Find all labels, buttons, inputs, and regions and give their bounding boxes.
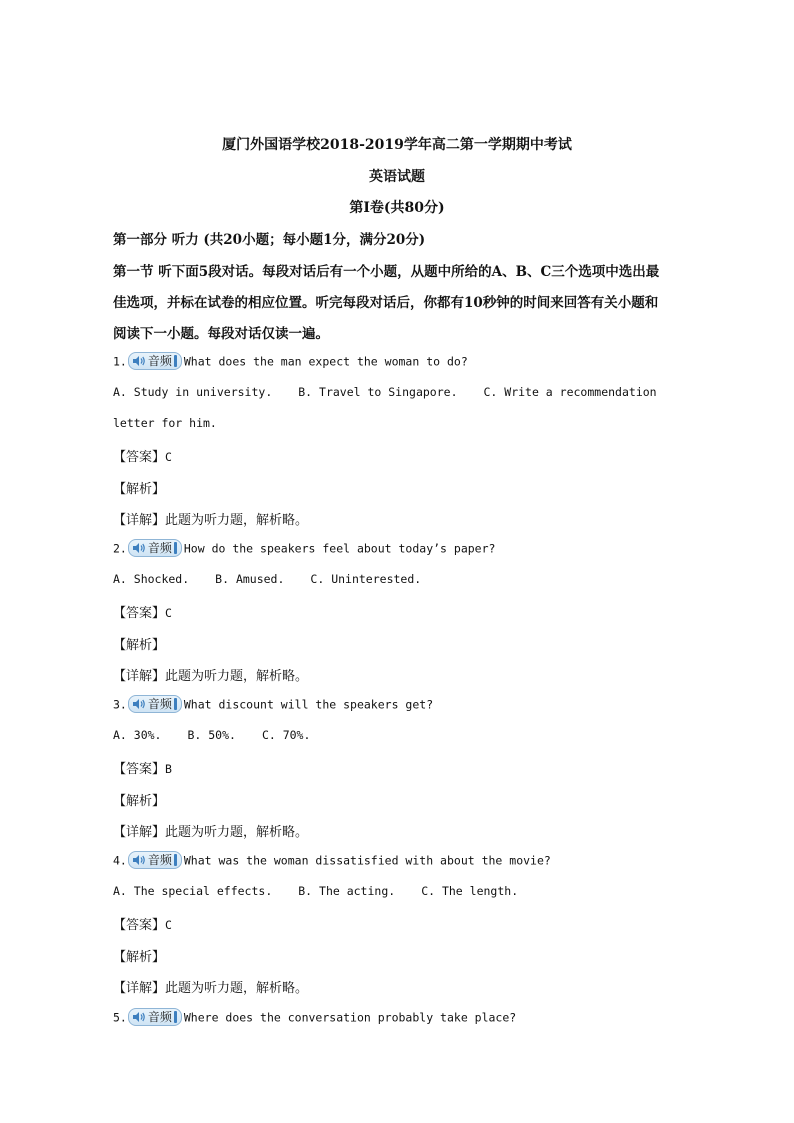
question-3-analysis-label: 【解析】: [113, 794, 166, 809]
option-c: C. The length.: [421, 884, 519, 898]
audio-button[interactable]: [128, 1008, 182, 1026]
question-3-options: [113, 728, 310, 742]
speaker-icon: [132, 854, 146, 866]
question-1: [113, 353, 468, 371]
detail-label: 【详解】: [113, 669, 166, 684]
detail-text: 此题为听力题，解析略。: [165, 513, 309, 528]
option-b: B. Travel to Singapore.: [298, 385, 458, 399]
detail-text: 此题为听力题，解析略。: [165, 825, 309, 840]
answer-value: C: [165, 606, 172, 620]
option-c: C. Uninterested.: [310, 572, 422, 586]
question-2-detail: [113, 665, 308, 684]
audio-label: 音频: [147, 1010, 172, 1024]
question-1-answer: [113, 446, 172, 465]
question-2: [113, 540, 495, 558]
question-number: 5.: [113, 1010, 127, 1025]
question-number: 2.: [113, 541, 127, 556]
option-b: B. Amused.: [215, 572, 285, 586]
answer-label: 【答案】: [113, 918, 166, 933]
speaker-icon: [132, 698, 146, 710]
question-text: What was the woman dissatisfied with about the movie?: [183, 853, 551, 868]
question-1-analysis-label: 【解析】: [113, 482, 166, 497]
question-1-detail: [113, 509, 308, 528]
question-4-analysis-label: 【解析】: [113, 950, 166, 965]
question-5: [113, 1009, 516, 1027]
audio-button[interactable]: [128, 695, 182, 713]
question-4-answer: [113, 914, 172, 933]
audio-end-icon: [174, 542, 177, 554]
detail-text: 此题为听力题，解析略。: [165, 981, 309, 996]
speaker-icon: [132, 1011, 146, 1023]
answer-value: B: [165, 762, 172, 776]
answer-value: C: [165, 450, 172, 464]
speaker-icon: [132, 542, 146, 554]
answer-label: 【答案】: [113, 606, 166, 621]
part-heading: 第一部分 听力 (共20小题；每小题1分，满分20分): [113, 232, 426, 248]
question-2-options: [113, 572, 421, 586]
option-a: A. 30%.: [113, 728, 162, 742]
subject-title: 英语试题: [369, 169, 425, 185]
audio-end-icon: [174, 698, 177, 710]
audio-button[interactable]: [128, 352, 182, 370]
answer-label: 【答案】: [113, 762, 166, 777]
instructions-line-3: 阅读下一小题。每段对话仅读一遍。: [113, 326, 329, 342]
option-a: A. The special effects.: [113, 884, 273, 898]
instructions-line-1: 第一节 听下面5段对话。每段对话后有一个小题，从题中所给的A、B、C三个选项中选出最: [113, 264, 660, 280]
question-number: 4.: [113, 853, 127, 868]
option-a: A. Study in university.: [113, 385, 273, 399]
audio-button[interactable]: [128, 539, 182, 557]
question-text: What does the man expect the woman to do?: [183, 354, 468, 369]
audio-label: 音频: [147, 354, 172, 368]
question-1-options: [113, 385, 657, 399]
audio-end-icon: [174, 1011, 177, 1023]
question-text: Where does the conversation probably take place?: [183, 1010, 517, 1025]
question-1-option-c-cont: letter for him.: [113, 416, 217, 430]
audio-end-icon: [174, 854, 177, 866]
question-2-analysis-label: 【解析】: [113, 638, 166, 653]
question-number: 3.: [113, 697, 127, 712]
question-4-detail: [113, 977, 308, 996]
question-2-answer: [113, 602, 172, 621]
audio-label: 音频: [147, 853, 172, 867]
answer-value: C: [165, 918, 172, 932]
volume-title: 第Ⅰ卷(共80分): [349, 200, 445, 216]
question-4: [113, 852, 551, 870]
question-4-options: [113, 884, 518, 898]
question-text: What discount will the speakers get?: [183, 697, 434, 712]
detail-label: 【详解】: [113, 981, 166, 996]
question-3-answer: [113, 758, 172, 777]
answer-label: 【答案】: [113, 450, 166, 465]
audio-label: 音频: [147, 697, 172, 711]
audio-button[interactable]: [128, 851, 182, 869]
speaker-icon: [132, 355, 146, 367]
detail-label: 【详解】: [113, 513, 166, 528]
question-text: How do the speakers feel about today’s paper?: [183, 541, 496, 556]
audio-end-icon: [174, 355, 177, 367]
question-number: 1.: [113, 354, 127, 369]
instructions-line-2: 佳选项，并标在试卷的相应位置。听完每段对话后，你都有10秒钟的时间来回答有关小题和: [113, 295, 659, 311]
school-title: 厦门外国语学校2018-2019学年高二第一学期期中考试: [222, 137, 572, 153]
option-b: B. 50%.: [187, 728, 236, 742]
option-b: B. The acting.: [298, 884, 396, 898]
question-3-detail: [113, 821, 308, 840]
option-c: C. Write a recommendation: [483, 385, 657, 399]
option-a: A. Shocked.: [113, 572, 190, 586]
question-3: [113, 696, 433, 714]
detail-text: 此题为听力题，解析略。: [165, 669, 309, 684]
audio-label: 音频: [147, 541, 172, 555]
option-c: C. 70%.: [261, 728, 311, 742]
detail-label: 【详解】: [113, 825, 166, 840]
